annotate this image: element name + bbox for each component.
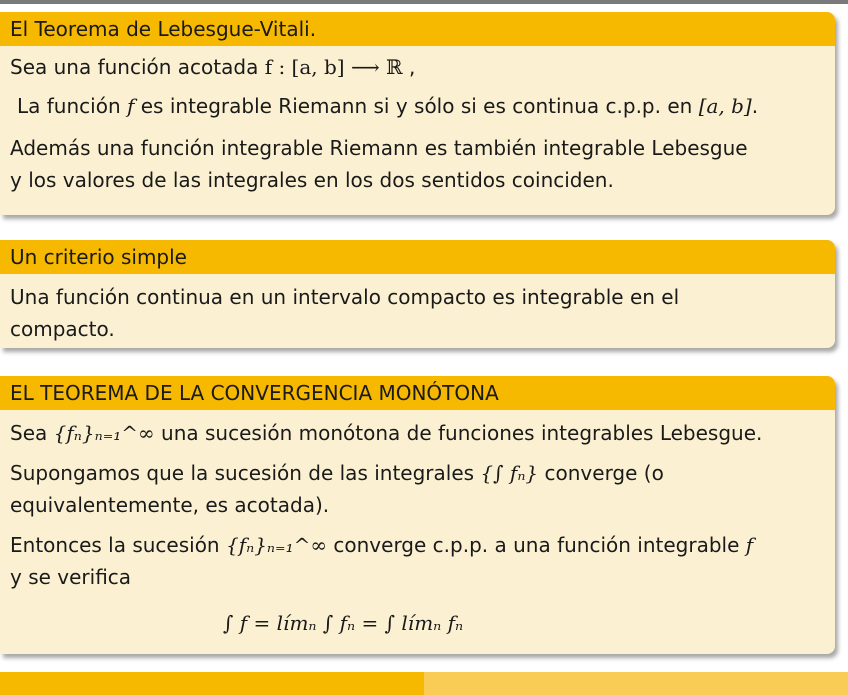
- text-line: [10, 90, 827, 122]
- block-convergencia-monotona: [0, 376, 835, 654]
- text-line: Una función continua en un intervalo compacto es integrable en el: [10, 285, 680, 309]
- text: Entonces la sucesión: [10, 533, 226, 557]
- math-f: f: [126, 94, 135, 118]
- math-sequence: {fₙ}ₙ₌₁^∞: [53, 421, 155, 445]
- text: Sea una función acotada: [10, 55, 265, 79]
- block-title: El Teorema de Lebesgue-Vitali.: [0, 12, 835, 46]
- text-line: [10, 529, 827, 561]
- text: converge c.p.p. a una función integrable: [333, 533, 746, 557]
- math-formula: ∫ f = límₙ ∫ fₙ = ∫ límₙ fₙ: [223, 611, 464, 635]
- text-line: [10, 457, 827, 489]
- math-integral-sequence: {∫ fₙ}: [480, 461, 539, 485]
- text: Supongamos que la sucesión de las integrales: [10, 461, 481, 485]
- block-title: EL TEOREMA DE LA CONVERGENCIA MONÓTONA: [0, 376, 835, 410]
- math-f: f: [745, 533, 754, 557]
- text-line: y se verifica: [10, 565, 132, 589]
- text: La función: [17, 94, 127, 118]
- footer-bar-right: [424, 672, 848, 695]
- footer-bar: [0, 672, 848, 695]
- top-rule: [0, 0, 848, 4]
- block-body: [0, 410, 835, 639]
- text: converge (o: [544, 461, 664, 485]
- display-formula: [10, 607, 827, 639]
- text: .: [751, 94, 759, 118]
- text: Sea: [10, 421, 54, 445]
- text: ,: [408, 55, 416, 79]
- text-line: [10, 417, 827, 449]
- block-title: Un criterio simple: [0, 240, 835, 274]
- block-body: [0, 46, 835, 196]
- math-sequence: {fₙ}ₙ₌₁^∞: [225, 533, 328, 557]
- math-interval: [a, b]: [698, 94, 752, 118]
- block-lebesgue-vitali: [0, 12, 835, 215]
- text-line: Además una función integrable Riemann es también integrable Lebesgue: [10, 136, 748, 160]
- math-function-signature: f : [a, b] ⟶ ℝ: [264, 55, 403, 79]
- block-criterio-simple: [0, 240, 835, 348]
- text: es integrable Riemann si y sólo si es continua c.p.p. en: [134, 94, 699, 118]
- block-body: [0, 274, 835, 345]
- text: una sucesión monótona de funciones integrables Lebesgue.: [161, 421, 763, 445]
- text-line: [10, 51, 827, 83]
- text-line: compacto.: [10, 317, 115, 341]
- text-line: y los valores de las integrales en los dos sentidos coinciden.: [10, 168, 614, 192]
- text-line: equivalentemente, es acotada).: [10, 493, 330, 517]
